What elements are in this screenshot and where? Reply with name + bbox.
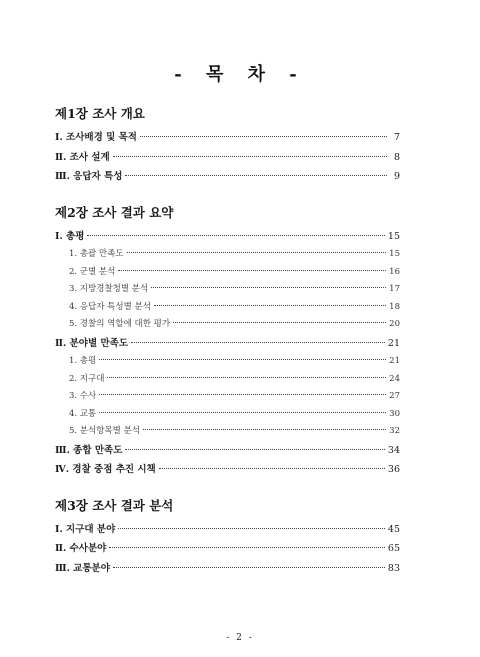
- toc-entry[interactable]: [55, 540, 400, 560]
- toc-subentry[interactable]: [55, 300, 400, 318]
- toc-entry-label: 4. 교통: [69, 408, 97, 419]
- toc-entry-label: Ⅲ. 교통분야: [55, 562, 110, 574]
- page-number: - 2 -: [226, 633, 254, 643]
- toc-entry-label: Ⅱ. 분야별 만족도: [55, 337, 128, 349]
- page-title: - 목 차 -: [174, 64, 306, 85]
- dot-leader: [151, 287, 386, 288]
- dot-leader: [131, 342, 385, 343]
- toc-subentry[interactable]: [55, 389, 400, 407]
- toc-entry-label: Ⅰ. 조사배경 및 목적: [55, 132, 137, 143]
- dot-leader: [99, 359, 386, 360]
- dot-leader: [125, 449, 385, 450]
- toc-entry-page: 65: [387, 543, 400, 554]
- dot-leader: [113, 156, 387, 157]
- dot-leader: [140, 136, 387, 137]
- toc-entry-page: 34: [387, 444, 400, 456]
- toc-entry-label: Ⅳ. 경찰 중점 추진 시책: [55, 464, 156, 475]
- dot-leader: [125, 175, 387, 176]
- toc-entry-label: Ⅲ. 응답자 특성: [55, 171, 123, 182]
- chapter-heading: 제3장 조사 결과 분석: [55, 497, 174, 513]
- toc-entry-page: 83: [387, 562, 400, 574]
- toc-entry-label: 1. 총괄 만족도: [69, 249, 124, 259]
- toc-subentry[interactable]: [55, 354, 400, 372]
- dot-leader: [109, 547, 385, 548]
- toc-entry-label: Ⅰ. 지구대 분야: [55, 523, 116, 535]
- dot-leader: [143, 429, 386, 430]
- toc-entry-page: 7: [393, 132, 400, 143]
- toc-entry[interactable]: [55, 228, 400, 248]
- toc-entry[interactable]: [55, 560, 400, 580]
- toc-entry-label: 4. 응답자 특성별 분석: [69, 301, 151, 312]
- toc-entry-label: 2. 지구대: [69, 373, 105, 384]
- toc-entry-page: 32: [389, 426, 400, 436]
- dot-leader: [159, 468, 385, 469]
- toc-entry[interactable]: [55, 442, 400, 462]
- toc-entry[interactable]: [55, 521, 400, 541]
- chapter-heading: 제2장 조사 결과 요약: [55, 204, 174, 220]
- dot-leader: [113, 567, 385, 568]
- toc-entry-page: 21: [387, 337, 400, 349]
- toc-entry-label: Ⅱ. 조사 설계: [55, 151, 110, 163]
- chapter-heading: 제1장 조사 개요: [55, 106, 145, 121]
- toc-subentry[interactable]: [55, 247, 400, 265]
- dot-leader: [118, 528, 385, 529]
- toc-entry-page: 17: [389, 284, 400, 294]
- toc-entry[interactable]: [55, 335, 400, 355]
- toc-entry-page: 20: [389, 319, 400, 329]
- dot-leader: [99, 394, 386, 395]
- dot-leader: [127, 252, 387, 253]
- toc-entry[interactable]: [55, 149, 400, 169]
- dot-leader: [87, 235, 384, 236]
- dot-leader: [173, 322, 386, 323]
- toc-subentry[interactable]: [55, 407, 400, 425]
- table-of-contents: [55, 104, 400, 579]
- toc-entry-page: 15: [389, 249, 400, 259]
- toc-entry-label: 5. 분석항목별 분석: [69, 426, 140, 436]
- toc-entry[interactable]: [55, 461, 400, 481]
- toc-entry-label: 1. 총평: [69, 356, 97, 366]
- toc-entry-page: 9: [393, 171, 400, 182]
- toc-entry-label: 2. 군별 분석: [69, 266, 116, 277]
- toc-entry[interactable]: [55, 129, 400, 149]
- toc-entry-page: 30: [389, 408, 400, 419]
- toc-entry-page: 36: [387, 464, 400, 475]
- toc-entry-label: 5. 경찰의 역할에 대한 평가: [69, 319, 171, 329]
- toc-entry-page: 18: [389, 301, 400, 312]
- toc-subentry[interactable]: [55, 424, 400, 442]
- toc-entry-label: 3. 수사: [69, 391, 97, 401]
- toc-entry-page: 45: [387, 523, 400, 535]
- toc-entry-page: 24: [389, 373, 400, 384]
- dot-leader: [107, 377, 386, 378]
- dot-leader: [118, 270, 386, 271]
- toc-entry-label: Ⅲ. 종합 만족도: [55, 444, 123, 456]
- toc-entry-label: Ⅱ. 수사분야: [55, 543, 107, 554]
- toc-subentry[interactable]: [55, 282, 400, 300]
- toc-subentry[interactable]: [55, 317, 400, 335]
- toc-subentry[interactable]: [55, 265, 400, 283]
- toc-subentry[interactable]: [55, 372, 400, 390]
- toc-entry-label: 3. 지방경찰청별 분석: [69, 284, 149, 294]
- dot-leader: [99, 412, 386, 413]
- toc-entry-label: Ⅰ. 총평: [55, 230, 85, 242]
- toc-entry[interactable]: [55, 168, 400, 188]
- toc-entry-page: 16: [389, 266, 400, 277]
- toc-entry-page: 8: [393, 151, 400, 163]
- dot-leader: [154, 305, 386, 306]
- toc-entry-page: 15: [387, 230, 400, 242]
- toc-entry-page: 27: [389, 391, 400, 401]
- toc-entry-page: 21: [389, 356, 400, 366]
